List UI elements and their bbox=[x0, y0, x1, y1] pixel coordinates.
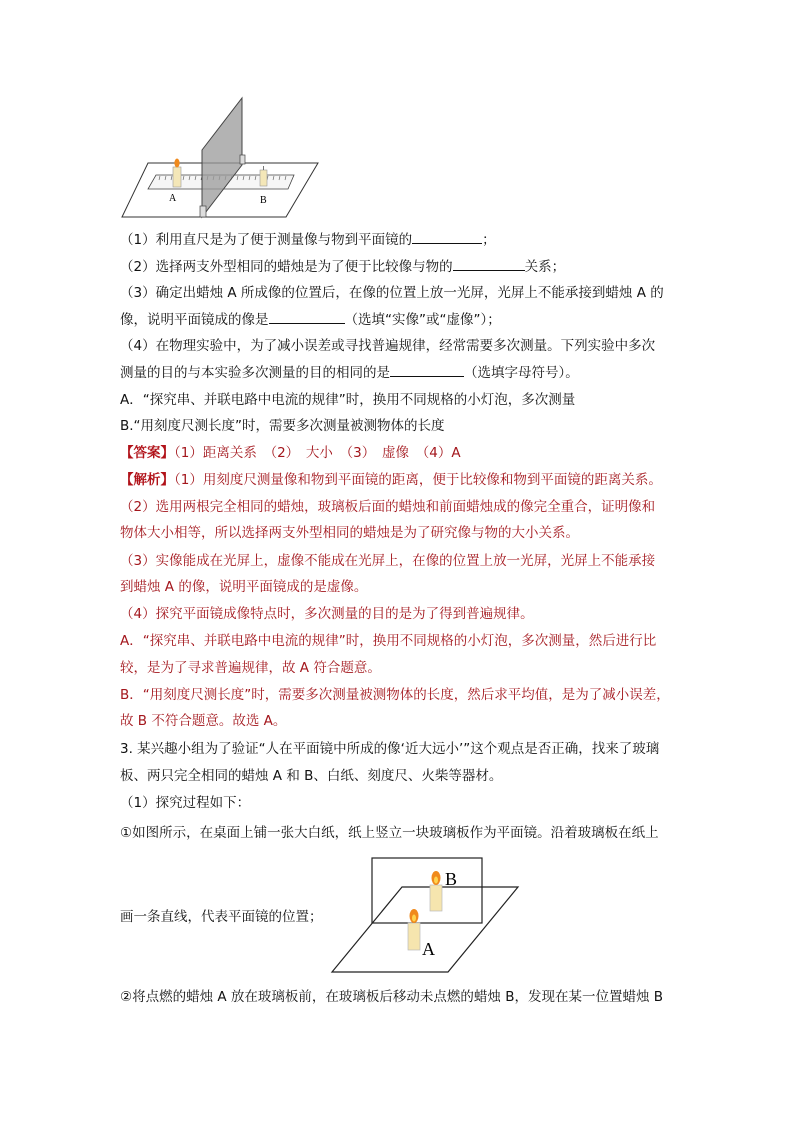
analysis-line-3: 物体大小相等，所以选择两支外型相同的蜡烛是为了研究像与物的大小关系。 bbox=[120, 525, 579, 541]
analysis-line-9: B．“用刻度尺测长度”时，需要多次测量被测物体的长度，然后求平均值，是为了减小误差， bbox=[120, 687, 670, 703]
candle-b-label: B bbox=[445, 869, 458, 889]
question-part-4-line-1: （4）在物理实验中，为了减小误差或寻找普遍规律，经常需要多次测量。下列实验中多次 bbox=[120, 338, 656, 354]
q3-line-5: 画一条直线，代表平面镜的位置； bbox=[120, 909, 323, 925]
analysis-line-2: （2）选用两根完全相同的蜡烛，玻璃板后面的蜡烛和前面蜡烛成的像完全重合，证明像和 bbox=[120, 499, 656, 515]
answer-tag: 【答案】 bbox=[120, 445, 174, 461]
analysis-line-1: 【解析】（1）用刻度尺测量像和物到平面镜的距离，便于比较像和物到平面镜的距离关系。 bbox=[120, 472, 662, 488]
candle-a-label: A bbox=[422, 939, 435, 959]
option-b: B.“用刻度尺测长度”时，需要多次测量被测物体的长度 bbox=[120, 418, 445, 434]
question-part-2: （2）选择两支外型相同的蜡烛是为了便于比较像与物的 关系； bbox=[120, 256, 565, 277]
q3-line-2: 板、两只完全相同的蜡烛 A 和 B、白纸、刻度尺、火柴等器材。 bbox=[120, 768, 503, 784]
q3-line-4: ①如图所示，在桌面上铺一张大白纸，纸上竖立一块玻璃板作为平面镜。沿着玻璃板在纸上 bbox=[120, 825, 659, 841]
q3-line-1: 3. 某兴趣小组为了验证“人在平面镜中所成的像‘近大远小’”这个观点是否正确，找来了玻璃 bbox=[120, 741, 660, 757]
q3-line-6: ②将点燃的蜡烛 A 放在玻璃板前，在玻璃板后移动未点燃的蜡烛 B，发现在某一位置蜡烛 B bbox=[120, 989, 664, 1005]
analysis-line-4: （3）实像能成在光屏上，虚像不能成在光屏上，在像的位置上放一光屏，光屏上不能承接 bbox=[120, 553, 656, 569]
question-part-1: （1）利用直尺是为了便于测量像与物到平面镜的 ； bbox=[120, 229, 496, 250]
analysis-tag: 【解析】 bbox=[120, 472, 174, 488]
q3-line-3: （1）探究过程如下： bbox=[120, 795, 251, 811]
analysis-line-10: 故 B 不符合题意。故选 A。 bbox=[120, 713, 287, 729]
question-part-3-line-1: （3）确定出蜡烛 A 所成像的位置后，在像的位置上放一光屏，光屏上不能承接到蜡烛 A 的 bbox=[120, 285, 664, 301]
analysis-line-6: （4）探究平面镜成像特点时，多次测量的目的是为了得到普遍规律。 bbox=[120, 606, 534, 622]
analysis-line-8: 较，是为了寻求普遍规律，故 A 符合题意。 bbox=[120, 660, 381, 676]
candle-b-label: B bbox=[260, 195, 267, 206]
candle-a-label: A bbox=[169, 193, 177, 204]
answer-line bbox=[120, 443, 461, 463]
answer-text: （1）距离关系 （2） 大小 （3） 虚像 （4）A bbox=[174, 445, 461, 461]
option-a: A．“探究串、并联电路中电流的规律”时，换用不同规格的小灯泡，多次测量 bbox=[120, 392, 576, 408]
analysis-line-7: A．“探究串、并联电路中电流的规律”时，换用不同规格的小灯泡，多次测量，然后进行比 bbox=[120, 633, 657, 649]
analysis-line-5: 到蜡烛 A 的像，说明平面镜成的是虚像。 bbox=[120, 579, 368, 595]
question-part-3-line-2: 像，说明平面镜成的像是 （选填“实像”或“虚像”）； bbox=[120, 309, 501, 330]
mirror-experiment-figure bbox=[118, 95, 328, 222]
question-part-4-line-2: 测量的目的与本实验多次测量的目的相同的是 （选填字母符号）。 bbox=[120, 362, 579, 383]
candle-mirror-figure bbox=[330, 857, 520, 977]
